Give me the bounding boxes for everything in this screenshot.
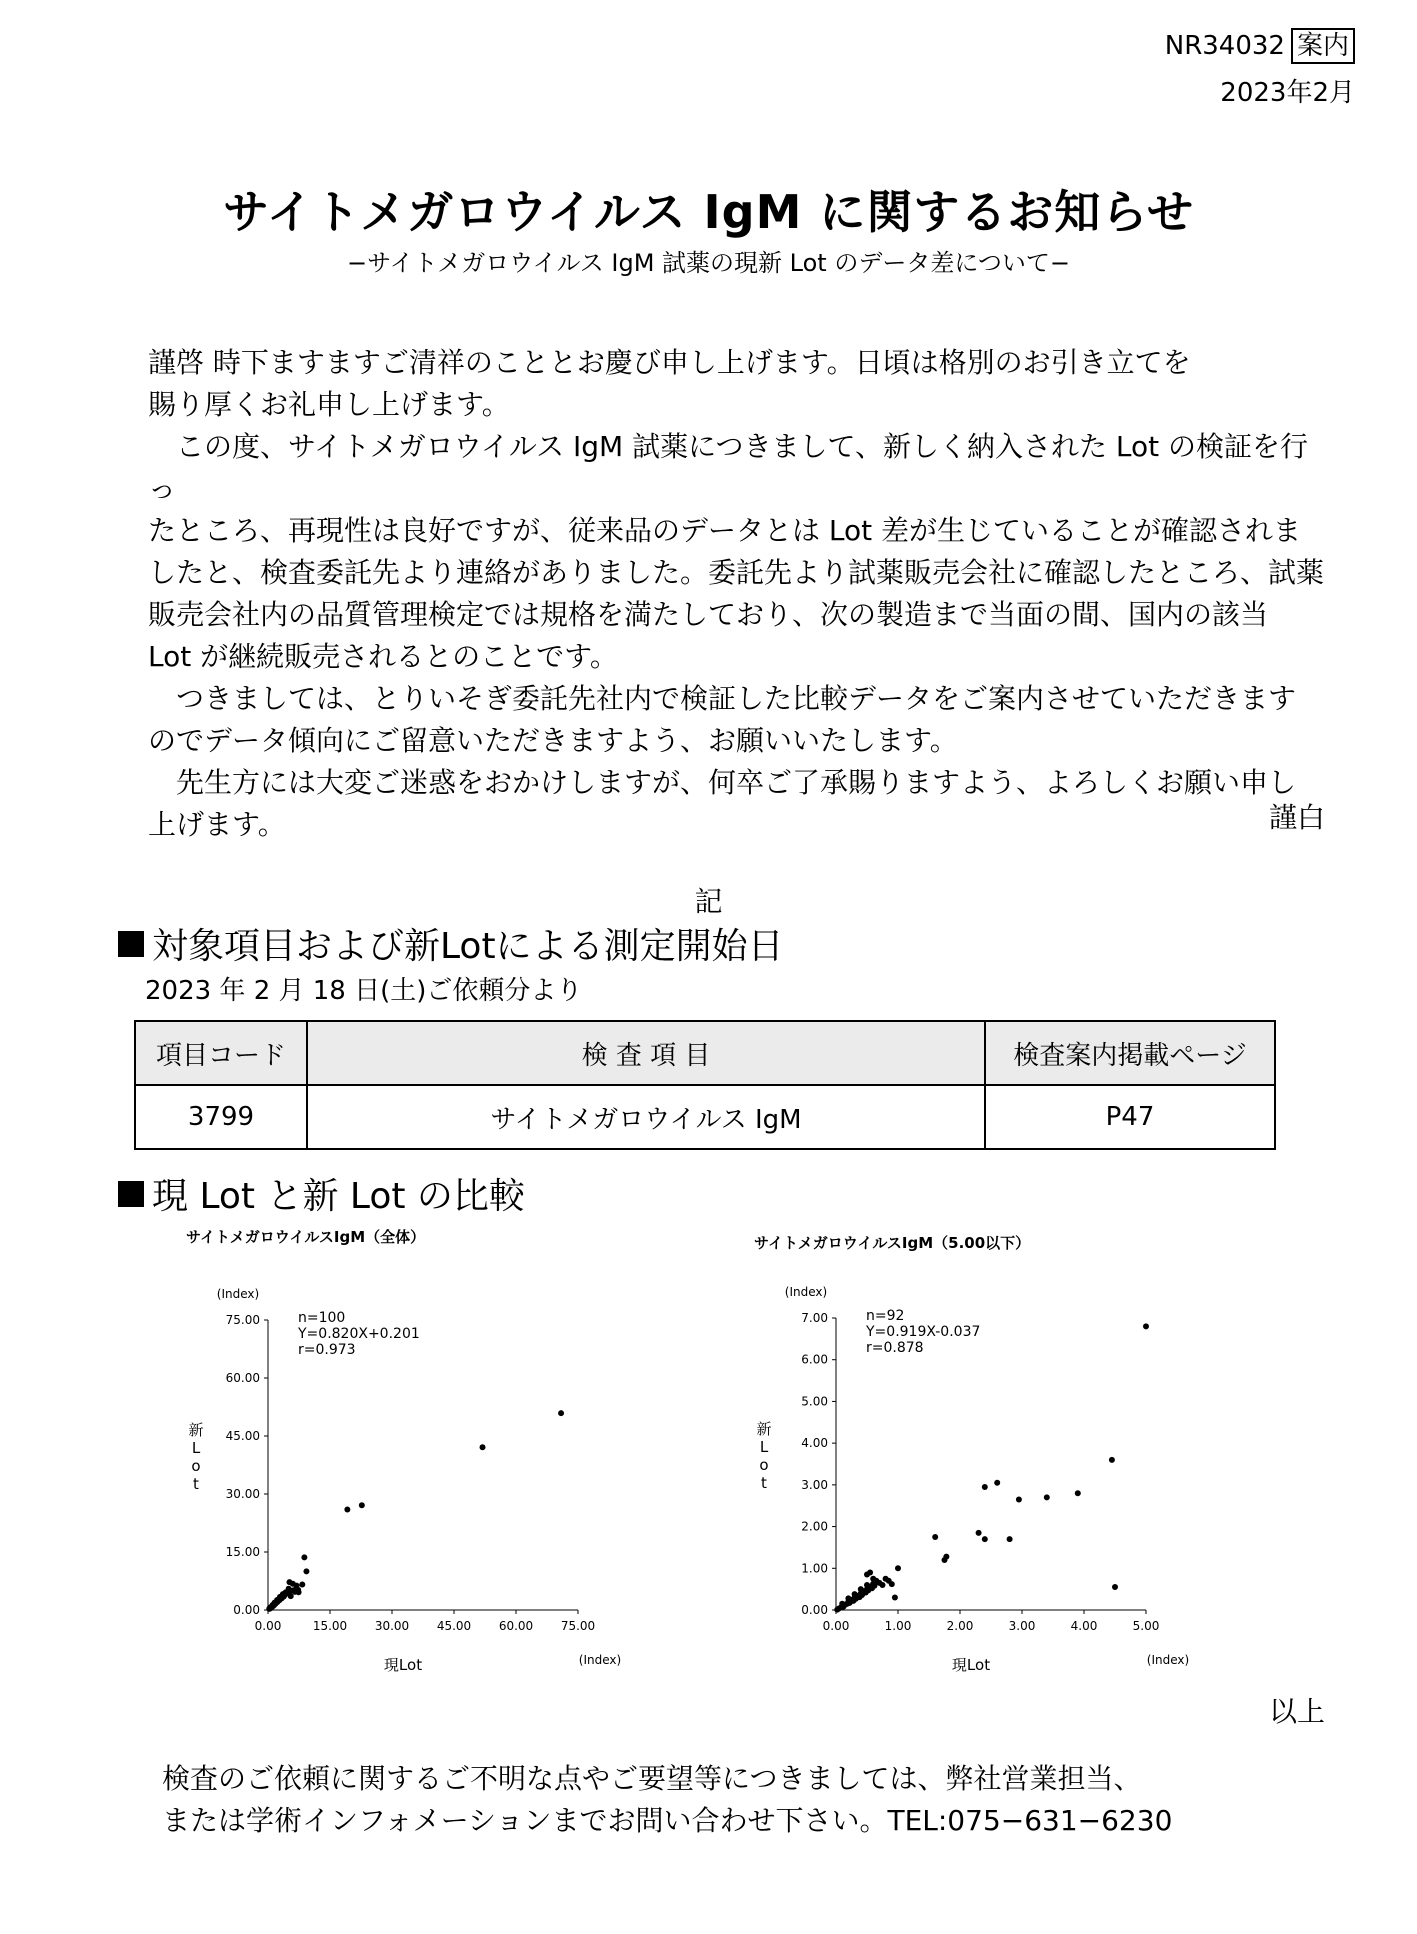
data-point	[359, 1502, 365, 1508]
x-tick-label: 60.00	[498, 1619, 534, 1633]
contact-line-1: 検査のご依頼に関するご不明な点やご要望等につきましては、弊社営業担当、	[162, 1762, 1142, 1795]
data-point	[943, 1554, 949, 1560]
x-unit-label: (Index)	[1146, 1653, 1190, 1667]
y-tick-label: 0.00	[801, 1603, 828, 1617]
data-point	[290, 1581, 296, 1587]
x-axis-label: 現Lot	[951, 1656, 991, 1674]
body-line: のでデータ傾向にご留意いただきますよう、お願いいたします。	[148, 724, 958, 757]
table-header-row	[135, 1021, 1275, 1085]
data-point	[858, 1586, 864, 1592]
y-unit-label: (Index)	[216, 1287, 260, 1301]
x-tick-label: 45.00	[436, 1619, 472, 1633]
x-tick-label: 0.00	[822, 1619, 850, 1633]
section-heading-comparison	[118, 1168, 525, 1219]
square-bullet-icon	[118, 931, 144, 957]
document-date: 2023年2月	[1220, 78, 1355, 108]
body-line: つきましては、とりいそぎ委託先社内で検証した比較データをご案内させていただきます	[176, 682, 1297, 715]
data-point	[867, 1569, 873, 1575]
chart-title: サイトメガロウイルスIgM（全体）	[186, 1228, 426, 1246]
section-heading-text: 対象項目および新Lotによる測定開始日	[152, 926, 784, 967]
y-axis-label-char: 新	[756, 1420, 772, 1438]
data-point	[839, 1601, 845, 1607]
table-header-cell: 検 査 項 目	[307, 1021, 985, 1085]
chart-overall	[170, 1224, 650, 1688]
data-point	[932, 1534, 938, 1540]
y-tick-label: 3.00	[801, 1477, 828, 1492]
y-tick-label: 60.00	[225, 1371, 260, 1385]
y-tick-label: 5.00	[801, 1394, 828, 1409]
y-tick-label: 7.00	[801, 1311, 828, 1325]
regression-stat: Y=0.820X+0.201	[298, 1326, 420, 1342]
regression-stat: n=92	[866, 1308, 905, 1324]
body-line: たところ、再現性は良好ですが、従来品のデータとは Lot 差が生じていることが確認されま	[148, 514, 1302, 547]
data-point	[558, 1410, 564, 1416]
y-tick-label: 6.00	[801, 1352, 828, 1367]
data-point	[1016, 1496, 1022, 1502]
chart-title: サイトメガロウイルスIgM（5.00以下）	[754, 1234, 1031, 1252]
regression-stat: n=100	[298, 1310, 346, 1326]
x-tick-label: 1.00	[884, 1619, 912, 1633]
data-point	[889, 1581, 895, 1587]
data-point	[480, 1444, 486, 1450]
y-axis-label-char: o	[191, 1457, 201, 1475]
y-axis-label-char: L	[191, 1439, 201, 1457]
body-line: 上げます。	[148, 808, 286, 841]
body-line: 先生方には大変ご迷惑をおかけしますが、何卒ご了承賜りますよう、よろしくお願い申し	[176, 766, 1297, 799]
data-point	[299, 1581, 305, 1587]
data-point	[982, 1484, 988, 1490]
regression-stat: Y=0.919X-0.037	[866, 1324, 981, 1340]
y-axis-label-char: 新	[188, 1421, 204, 1439]
y-axis-label-char: t	[761, 1474, 767, 1492]
y-axis-label-char: t	[193, 1475, 199, 1493]
data-point	[880, 1582, 886, 1588]
table-cell-item: サイトメガロウイルス IgM	[307, 1085, 985, 1149]
data-point	[1044, 1494, 1050, 1500]
contact-line-2: または学術インフォメーションまでお問い合わせ下さい。TEL:075−631−6230	[162, 1804, 1173, 1837]
x-unit-label: (Index)	[578, 1653, 622, 1667]
regression-stat: r=0.973	[298, 1342, 356, 1358]
x-tick-label: 5.00	[1132, 1619, 1160, 1633]
body-line: この度、サイトメガロウイルス IgM 試薬につきまして、新しく納入された Lot の検証を行っ	[148, 430, 1308, 505]
x-tick-label: 4.00	[1070, 1619, 1098, 1633]
data-point	[870, 1576, 876, 1582]
data-point	[296, 1589, 302, 1595]
x-tick-label: 3.00	[1008, 1619, 1036, 1633]
data-point	[864, 1582, 870, 1588]
y-tick-label: 2.00	[801, 1519, 828, 1534]
section-heading-target	[118, 918, 784, 969]
chart-low-range	[740, 1228, 1220, 1692]
y-tick-label: 15.00	[225, 1545, 260, 1559]
y-unit-label: (Index)	[784, 1285, 828, 1299]
table-cell-page: P47	[985, 1085, 1275, 1149]
y-tick-label: 1.00	[801, 1561, 828, 1576]
body-line: 賜り厚くお礼申し上げます。	[148, 388, 510, 421]
y-tick-label: 75.00	[225, 1313, 260, 1327]
data-point	[895, 1565, 901, 1571]
notice-body	[148, 342, 1328, 846]
data-point	[892, 1594, 898, 1600]
regression-stat: r=0.878	[866, 1340, 924, 1356]
y-tick-label: 0.00	[233, 1603, 260, 1617]
data-point	[994, 1480, 1000, 1486]
table-cell-code: 3799	[135, 1085, 307, 1149]
body-line: Lot が継続販売されるとのことです。	[148, 640, 618, 673]
x-tick-label: 15.00	[312, 1619, 348, 1633]
data-point	[1112, 1584, 1118, 1590]
contact-info	[162, 1758, 1172, 1842]
body-line: 販売会社内の品質管理検定では規格を満たしており、次の製造まで当面の間、国内の該当	[148, 598, 1269, 631]
body-line: したと、検査委託先より連絡がありました。委託先より試薬販売会社に確認したところ、試薬	[148, 556, 1325, 589]
data-point	[1075, 1490, 1081, 1496]
x-tick-label: 2.00	[946, 1619, 974, 1633]
ijo-marker: 以上	[1268, 1695, 1325, 1728]
data-point	[976, 1530, 982, 1536]
start-date: 2023 年 2 月 18 日(土)ご依頼分より	[145, 976, 583, 1006]
data-point	[344, 1506, 350, 1512]
section-heading-text: 現 Lot と新 Lot の比較	[152, 1176, 525, 1217]
document-number	[1165, 28, 1355, 64]
x-tick-label: 0.00	[254, 1619, 282, 1633]
table-row	[135, 1085, 1275, 1149]
table-header-cell: 項目コード	[135, 1021, 307, 1085]
items-table	[134, 1020, 1276, 1150]
x-tick-label: 30.00	[374, 1619, 410, 1633]
ki-marker: 記	[694, 885, 723, 918]
body-line: 謹啓 時下ますますご清祥のこととお慶び申し上げます。日頃は格別のお引き立てを	[148, 346, 1191, 379]
square-bullet-icon	[118, 1181, 144, 1207]
data-point	[303, 1568, 309, 1574]
page-subtitle: −サイトメガロウイルス IgM 試薬の現新 Lot のデータ差について−	[347, 249, 1070, 277]
data-point	[1109, 1457, 1115, 1463]
scatter-chart-overall	[170, 1224, 650, 1684]
closing-word: 謹白	[1268, 801, 1325, 834]
y-tick-label: 4.00	[801, 1436, 828, 1451]
notice-badge: 案内	[1291, 28, 1355, 64]
data-point	[845, 1595, 851, 1601]
data-point	[982, 1536, 988, 1542]
data-point	[852, 1591, 858, 1597]
y-axis-label-char: o	[759, 1456, 769, 1474]
document-number-value: NR34032	[1164, 31, 1285, 61]
y-axis-label-char: L	[759, 1438, 769, 1456]
data-point	[1143, 1323, 1149, 1329]
table-header-cell: 検査案内掲載ページ	[985, 1021, 1275, 1085]
data-point	[301, 1554, 307, 1560]
page-title: サイトメガロウイルス IgM に関するお知らせ	[222, 185, 1195, 239]
data-point	[1007, 1536, 1013, 1542]
x-axis-label: 現Lot	[383, 1656, 423, 1674]
x-tick-label: 75.00	[560, 1619, 596, 1633]
y-tick-label: 30.00	[225, 1487, 260, 1501]
y-tick-label: 45.00	[225, 1429, 260, 1443]
scatter-chart-low-range	[740, 1228, 1220, 1688]
